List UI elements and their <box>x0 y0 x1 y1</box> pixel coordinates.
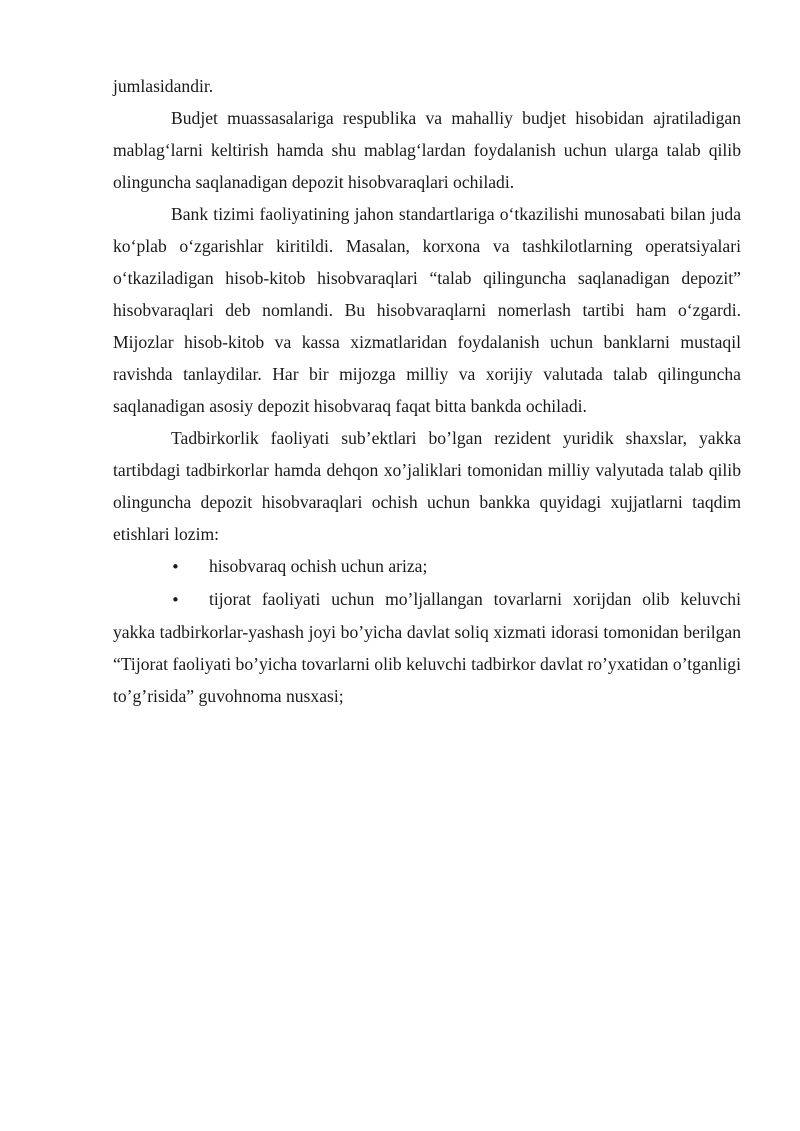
paragraph-bank-system: Bank tizimi faoliyatining jahon standartlariga o‘tkazilishi munosabati bilan juda ko‘plab o‘zgarishlar kiritildi. Masalan, korxona va tashkilotlarning operatsiyalari o‘tkaziladigan hisob-kitob hisobvaraqlari “talab qilinguncha saqlanadigan depozit” hisobvaraqlari deb nomlandi. Bu hisobvaraqlarni nomerlash tartibi ham o‘zgardi. Mijozlar hisob-kitob va kassa xizmatlaridan foydalanish uchun banklarni mustaqil ravishda tanlaydilar. Har bir mijozga milliy va xorijiy valutada talab qilinguncha saqlanadigan asosiy depozit hisobvaraq faqat bitta bankda ochiladi. <box>113 204 741 416</box>
bullet-icon: • <box>171 558 180 576</box>
paragraph-budget-institutions: Budjet muassasalariga respublika va mahalliy budjet hisobidan ajratiladigan mablag‘larni keltirish hamda shu mablag‘lardan foydalanish uchun ularga talab qilib olinguncha saqlanadigan depozit hisobvaraqlari ochiladi. <box>113 108 741 192</box>
bullet-item <box>113 550 741 583</box>
document-page <box>113 70 741 712</box>
paragraph-entrepreneurs: Tadbirkorlik faoliyati sub’ektlari bo’lgan rezident yuridik shaxslar, yakka tartibdagi tadbirkorlar hamda dehqon xo’jaliklari tomonidan milliy valyutada talab qilib olinguncha depozit hisobvaraqlari ochish uchun bankka quyidagi xujjatlarni taqdim etishlari lozim: <box>113 428 741 544</box>
bullet-text: tijorat faoliyati uchun mo’ljallangan tovarlarni xorijdan olib keluvchi yakka tadbirkorlar-yashash joyi bo’yicha davlat soliq xizmati idorasi tomonidan berilgan “Tijorat faoliyati bo’yicha tovarlarni olib keluvchi tadbirkor davlat ro’yxatidan o’tganligi to’g’risida” guvohnoma nusxasi; <box>113 589 741 706</box>
bullet-icon: • <box>171 591 180 609</box>
continuation-line: jumlasidandir. <box>113 76 214 96</box>
bullet-item <box>113 583 741 712</box>
bullet-text: hisobvaraq ochish uchun ariza; <box>209 556 428 576</box>
